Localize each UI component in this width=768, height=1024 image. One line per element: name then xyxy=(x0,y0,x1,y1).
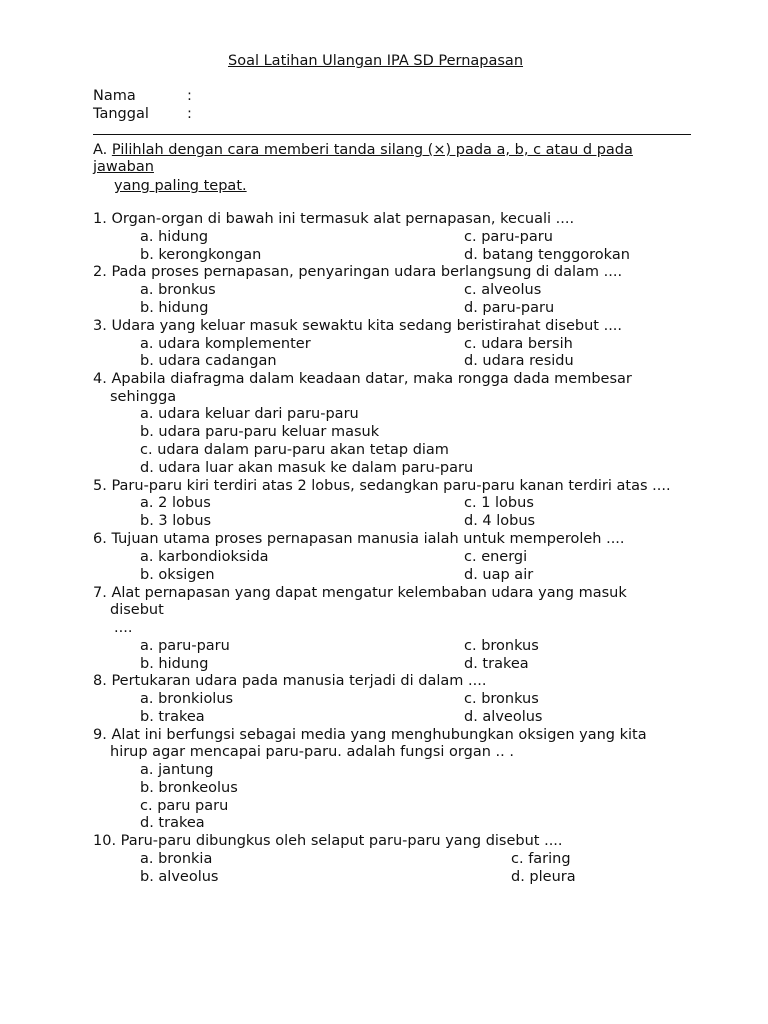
header-divider xyxy=(93,134,691,135)
question-stem: 4. Apabila diafragma dalam keadaan datar, maka rongga dada membesar xyxy=(93,371,632,387)
answer-option: c. 1 lobus xyxy=(464,495,534,511)
answer-option: c. bronkus xyxy=(464,691,539,707)
date-colon: : xyxy=(187,106,192,122)
answer-option: c. udara dalam paru-paru akan tetap diam xyxy=(140,442,449,458)
answer-option: c. udara bersih xyxy=(464,336,573,352)
question-stem-continued: .... xyxy=(114,620,133,636)
answer-option: a. bronkiolus xyxy=(140,691,234,707)
answer-option: b. bronkeolus xyxy=(140,780,238,796)
question-stem-continued: sehingga xyxy=(110,389,177,405)
answer-option: d. udara residu xyxy=(464,353,574,369)
answer-option: d. alveolus xyxy=(464,709,543,725)
question-stem: 6. Tujuan utama proses pernapasan manusia ialah untuk memperoleh .... xyxy=(93,531,625,547)
answer-option: a. hidung xyxy=(140,229,209,245)
date-label: Tanggal xyxy=(93,106,149,122)
answer-option: b. 3 lobus xyxy=(140,513,212,529)
answer-option: a. udara komplementer xyxy=(140,336,311,352)
question-stem-continued: hirup agar mencapai paru-paru. adalah fungsi organ .. . xyxy=(110,744,514,760)
name-label: Nama xyxy=(93,88,136,104)
answer-option: b. alveolus xyxy=(140,869,219,885)
answer-option: a. jantung xyxy=(140,762,214,778)
answer-option: a. udara keluar dari paru-paru xyxy=(140,406,359,422)
answer-option: a. paru-paru xyxy=(140,638,230,654)
answer-option: d. 4 lobus xyxy=(464,513,536,529)
answer-option: a. 2 lobus xyxy=(140,495,211,511)
question-stem: 9. Alat ini berfungsi sebagai media yang menghubungkan oksigen yang kita xyxy=(93,727,647,743)
instruction-prefix: A. xyxy=(93,142,112,158)
instruction-text: Pilihlah dengan cara memberi tanda silang (×) pada a, b, c atau d pada xyxy=(111,142,633,158)
answer-option: b. oksigen xyxy=(140,567,215,583)
answer-option: d. pleura xyxy=(511,869,576,885)
answer-option: b. hidung xyxy=(140,300,209,316)
answer-option: c. paru paru xyxy=(140,798,229,814)
answer-option: a. bronkia xyxy=(140,851,213,867)
answer-option: c. alveolus xyxy=(464,282,542,298)
answer-option: d. udara luar akan masuk ke dalam paru-paru xyxy=(140,460,474,476)
instruction-line-1 xyxy=(93,141,633,159)
name-colon: : xyxy=(187,88,192,104)
answer-option: a. bronkus xyxy=(140,282,216,298)
question-stem-continued: disebut xyxy=(110,602,164,618)
instruction-line-2: jawaban xyxy=(93,159,154,175)
answer-option: d. uap air xyxy=(464,567,534,583)
instruction-line-3: yang paling tepat. xyxy=(114,178,247,194)
answer-option: c. paru-paru xyxy=(464,229,553,245)
answer-option: a. karbondioksida xyxy=(140,549,269,565)
answer-option: c. bronkus xyxy=(464,638,539,654)
question-stem: 1. Organ-organ di bawah ini termasuk alat pernapasan, kecuali .... xyxy=(93,211,575,227)
answer-option: b. udara paru-paru keluar masuk xyxy=(140,424,380,440)
answer-option: c. faring xyxy=(511,851,571,867)
answer-option: d. paru-paru xyxy=(464,300,555,316)
question-stem: 5. Paru-paru kiri terdiri atas 2 lobus, sedangkan paru-paru kanan terdiri atas .... xyxy=(93,478,671,494)
answer-option: d. batang tenggorokan xyxy=(464,247,630,263)
question-stem: 7. Alat pernapasan yang dapat mengatur kelembaban udara yang masuk xyxy=(93,585,627,601)
answer-option: b. hidung xyxy=(140,656,209,672)
answer-option: d. trakea xyxy=(464,656,529,672)
answer-option: b. trakea xyxy=(140,709,205,725)
question-stem: 2. Pada proses pernapasan, penyaringan udara berlangsung di dalam .... xyxy=(93,264,623,280)
question-stem: 3. Udara yang keluar masuk sewaktu kita sedang beristirahat disebut .... xyxy=(93,318,623,334)
answer-option: b. kerongkongan xyxy=(140,247,262,263)
answer-option: b. udara cadangan xyxy=(140,353,277,369)
answer-option: c. energi xyxy=(464,549,528,565)
answer-option: d. trakea xyxy=(140,815,205,831)
question-stem: 10. Paru-paru dibungkus oleh selaput paru-paru yang disebut .... xyxy=(93,833,563,849)
question-stem: 8. Pertukaran udara pada manusia terjadi di dalam .... xyxy=(93,673,487,689)
page-title: Soal Latihan Ulangan IPA SD Pernapasan xyxy=(228,53,524,69)
